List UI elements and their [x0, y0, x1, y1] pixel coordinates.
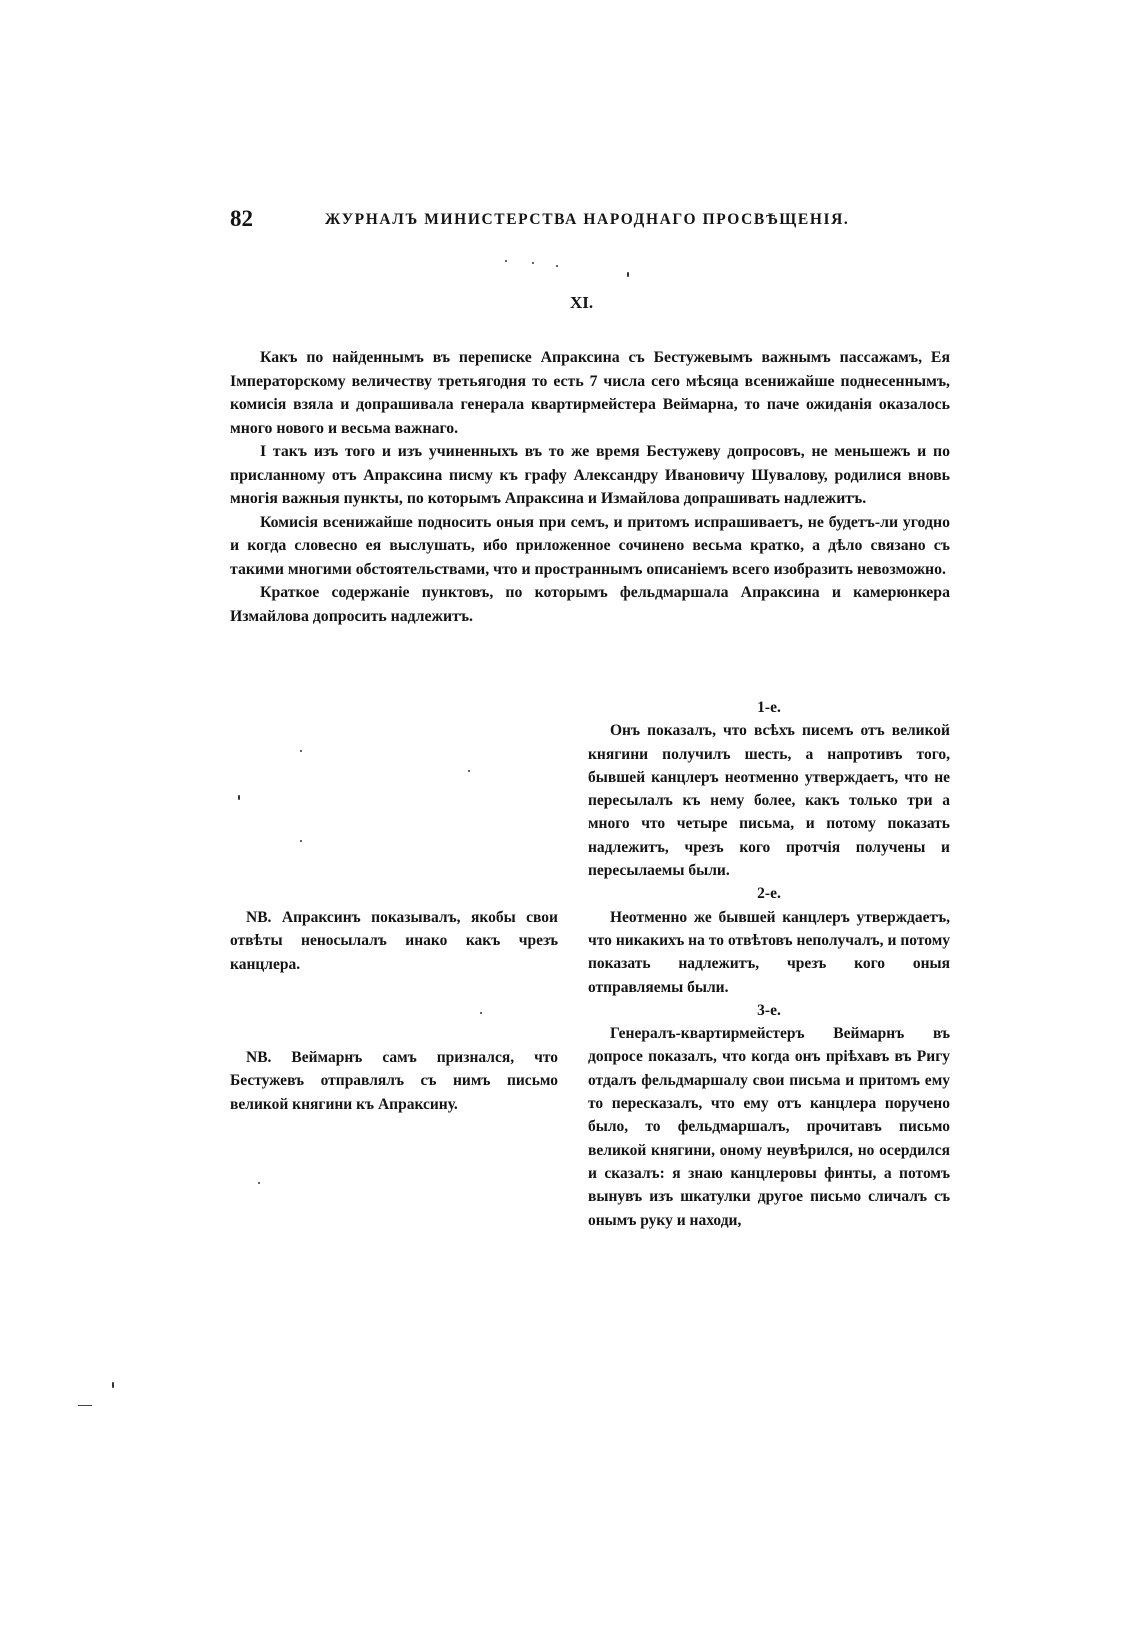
scan-speck [258, 1182, 260, 1184]
point-number: 2-е. [757, 885, 781, 903]
point-text: Неотменно же бывшей канцлеръ утверждаетъ, что никакихъ на то отвѣтовъ неполучалъ, и потому показать надлежитъ, чрезъ кого оныя отправляемы были. [588, 908, 950, 996]
scan-speck [532, 262, 534, 264]
paragraph: Краткое содержаніе пунктовъ, по которымъ фельдмаршала Апраксина и камерюнкера Измайлова допросить надлежитъ. [230, 584, 950, 625]
scan-speck [627, 272, 629, 277]
point-number: 3-е. [757, 1001, 781, 1019]
points-column [588, 696, 950, 1232]
running-title: ЖУРНАЛЪ МИНИСТЕРСТВА НАРОДНАГО ПРОСВѢЩЕНІЯ. [325, 211, 850, 228]
point-text: Генералъ-квартирмейстеръ Веймарнъ въ допросе показалъ, что когда онъ пріѣхавъ въ Ригу отдалъ фельдмаршалу свои письма и притомъ ему то пересказалъ, что ему отъ канцлера поручено было, то фельдмаршалъ, прочитавъ письмо великой княгини, оному неувѣрился, но осердился и сказалъ: я знаю канцлеровы финты, а потомъ вынувъ изъ шкатулки другое письмо сличалъ съ онымъ руку и находи, [588, 1025, 950, 1229]
scan-speck [238, 795, 240, 800]
margin-note: NB. Веймарнъ самъ признался, что Бестужевъ отправлялъ съ нимъ письмо великой княгини къ Апраксину. [230, 1049, 558, 1113]
scan-speck [468, 770, 470, 772]
scan-speck [556, 265, 558, 267]
point-number: 1-е. [757, 699, 781, 716]
paragraph: Комисія всенижайше подносить оныя при семъ, и притомъ испрашиваетъ, не будетъ-ли угодно и когда словесно ея выслушать, ибо приложенное сочинено весьма кратко, а дѣло связано съ такими многими обстоятельствами, что и пространнымъ описаніемъ всего изобразить невозможно. [230, 513, 950, 578]
scan-speck [505, 260, 507, 262]
paragraph: Какъ по найденнымъ въ переписке Апраксина съ Бестужевымъ важнымъ пассажамъ, Ея Імператорскому величеству третьягодня то есть 7 числа сего мѣсяца всенижайше поднесеннымъ, комисія взяла и допрашивала генерала квартирмейстера Веймарна, то паче ожиданія оказалось много нового и весьма важнаго. [230, 349, 950, 437]
page-header [230, 206, 870, 236]
paragraph: І такъ изъ того и изъ учиненныхъ въ то же время Бестужеву допросовъ, не меньшежъ и по присланному отъ Апраксина писму къ графу Александру Ивановичу Шувалову, родилися вновь многія важныя пункты, по которымъ Апраксина и Измайлова допрашивать надлежитъ. [230, 443, 950, 507]
point-text: Онъ показалъ, что всѣхъ писемъ отъ великой княгини получилъ шесть, а напротивъ того, бывшей канцлеръ неотменно утверждаетъ, что не пересылалъ къ нему более, какъ только три а много что четыре письма, и потому показать надлежитъ, чрезъ кого протчія получены и пересылаемы были. [588, 722, 950, 880]
scan-speck [480, 1012, 482, 1014]
body-text [230, 346, 950, 628]
scan-speck [300, 840, 302, 842]
page-number: 82 [230, 206, 253, 231]
section-number: XI. [570, 293, 594, 312]
scan-speck [300, 750, 302, 752]
scan-mark [78, 1405, 92, 1406]
scan-speck [112, 1382, 114, 1388]
margin-note: NB. Апраксинъ показывалъ, якобы свои отвѣты неносылалъ инако какъ чрезъ канцлера. [230, 909, 558, 973]
